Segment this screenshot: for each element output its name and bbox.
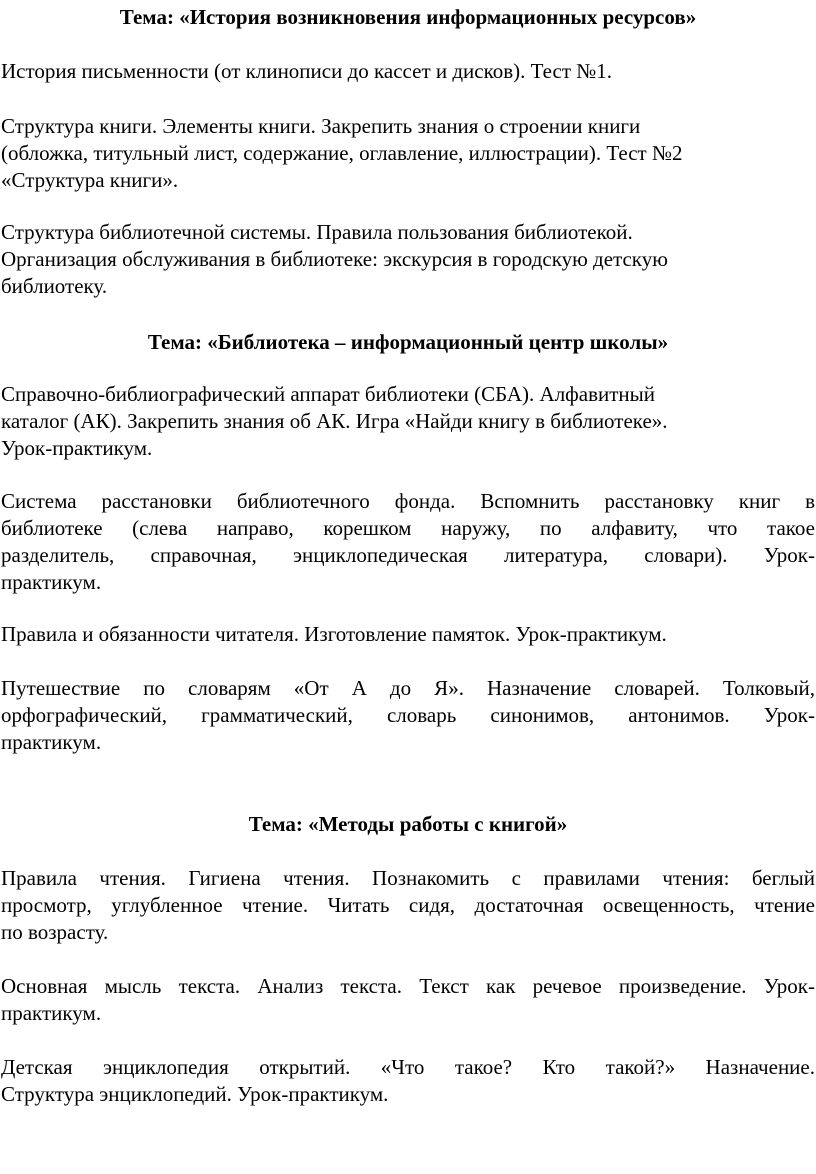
paragraph-line: просмотр, углубленное чтение. Читать сидя, достаточная освещенность, чтение [1, 893, 815, 917]
section-title: Тема: «Методы работы с книгой» [248, 812, 568, 836]
section-title: Тема: «Библиотека – информационный центр школы» [147, 330, 669, 354]
paragraph [1, 381, 815, 462]
paragraph-line: разделитель, справочная, энциклопедическая литература, словари). Урок- [1, 543, 815, 567]
paragraph-line: библиотеке (слева направо, корешком наружу, по алфавиту, что такое [1, 516, 815, 540]
paragraph [1, 973, 815, 1027]
paragraph-line: Основная мысль текста. Анализ текста. Текст как речевое произведение. Урок- [1, 974, 815, 998]
paragraph [1, 675, 815, 756]
paragraph-line: каталог (АК). Закрепить знания об АК. Игра «Найди книгу в библиотеке». [1, 409, 668, 433]
paragraph-line: «Структура книги». [1, 168, 179, 192]
paragraph-line: Правила чтения. Гигиена чтения. Познакомить с правилами чтения: беглый [1, 866, 815, 890]
paragraph-line: практикум. [1, 1001, 102, 1025]
paragraph-line: Справочно-библиографический аппарат библиотеки (СБА). Алфавитный [1, 382, 656, 406]
paragraph-line: Детская энциклопедия открытий. «Что такое? Кто такой?» Назначение. [1, 1055, 815, 1079]
paragraph [1, 865, 815, 946]
paragraph [1, 113, 815, 194]
paragraph-line: практикум. [1, 730, 102, 754]
section-title: Тема: «История возникновения информационных ресурсов» [119, 5, 697, 29]
paragraph-line: Урок-практикум. [1, 436, 153, 460]
paragraph-line: библиотеку. [1, 274, 108, 298]
paragraph-line: История письменности (от клинописи до кассет и дисков). Тест №1. [1, 59, 613, 83]
paragraph-line: Правила и обязанности читателя. Изготовление памяток. Урок-практикум. [1, 622, 667, 646]
paragraph-line: (обложка, титульный лист, содержание, оглавление, иллюстрации). Тест №2 [1, 141, 683, 165]
paragraph-line: орфографический, грамматический, словарь синонимов, антонимов. Урок- [1, 703, 815, 727]
paragraph-line: по возрасту. [1, 920, 109, 944]
paragraph-line: Структура энциклопедий. Урок-практикум. [1, 1082, 389, 1106]
paragraph-line: Организация обслуживания в библиотеке: экскурсия в городскую детскую [1, 247, 668, 271]
paragraph-line: Путешествие по словарям «От А до Я». Назначение словарей. Толковый, [1, 676, 815, 700]
paragraph-line: Система расстановки библиотечного фонда. Вспомнить расстановку книг в [1, 489, 815, 513]
paragraph-line: Структура библиотечной системы. Правила пользования библиотекой. [1, 220, 633, 244]
paragraph [1, 58, 815, 85]
paragraph [1, 621, 815, 648]
paragraph [1, 219, 815, 300]
paragraph [1, 1054, 815, 1108]
paragraph [1, 488, 815, 596]
paragraph-line: Структура книги. Элементы книги. Закрепить знания о строении книги [1, 114, 641, 138]
paragraph-line: практикум. [1, 570, 102, 594]
